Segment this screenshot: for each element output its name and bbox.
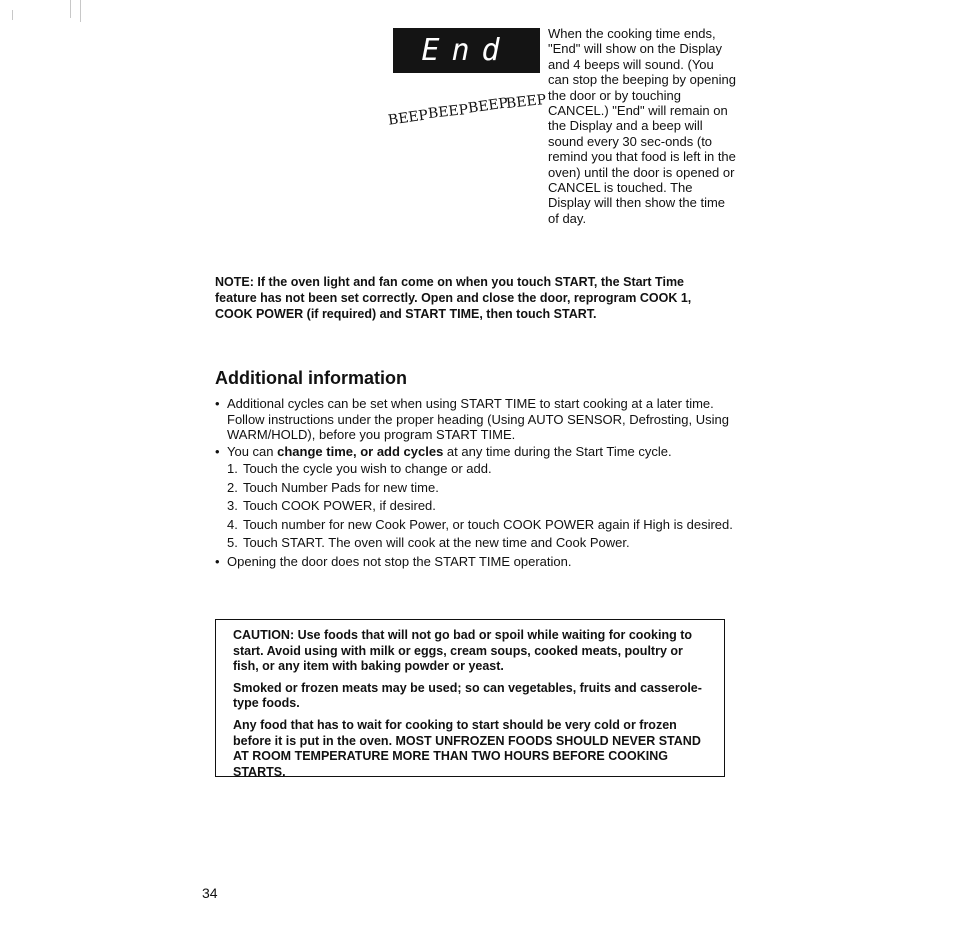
section-heading: Additional information — [215, 368, 407, 388]
step-number: 3. — [227, 498, 238, 513]
additional-info — [215, 396, 735, 570]
display-text: End — [421, 33, 512, 68]
beep-word: BEEP — [505, 91, 547, 113]
beep-word: BEEP — [427, 101, 469, 123]
bullet-text: You can — [227, 443, 278, 459]
step-number: 5. — [227, 535, 238, 550]
step-text: Touch COOK POWER, if desired. — [243, 498, 436, 513]
beep-word: BEEP — [467, 95, 510, 117]
oven-display — [393, 28, 540, 73]
scan-mark — [70, 0, 71, 18]
list-item — [215, 517, 735, 533]
scan-mark — [12, 10, 13, 20]
end-description: When the cooking time ends, "End" will show on the Display and 4 beeps will sound. (You can stop the beeping by opening the door or by touching CANCEL.) "End" will remain on the Display and a beep will sound every 30 sec-onds (to remind you that food is left in the oven) until the door is opened or CANCEL is touched. The Display will then show the time of day. — [548, 26, 736, 226]
caution-box — [215, 619, 725, 777]
scan-mark — [80, 0, 81, 22]
beep-word: BEEP — [387, 107, 430, 129]
bullet-bold-text: change time, or add cycles — [277, 443, 444, 459]
step-number: 2. — [227, 479, 238, 495]
caution-paragraph: Smoked or frozen meats may be used; so can vegetables, fruits and casserole-type foods. — [233, 680, 702, 711]
steps-list — [215, 461, 735, 551]
step-text: Touch the cycle you wish to change or add. — [243, 461, 492, 476]
bullet-item: • Opening the door does not stop the START TIME operation. — [215, 554, 735, 570]
list-item — [215, 535, 735, 551]
step-text: Touch Number Pads for new time. — [243, 479, 439, 495]
caution-paragraph: Any food that has to wait for cooking to start should be very cold or frozen before it is put in the oven. MOST UNFROZEN FOODS SHOULD NEVER STAND AT ROOM TEMPERATURE MORE THAN TWO HOURS BEFORE COOKING STARTS. — [233, 717, 701, 779]
step-text: Touch START. The oven will cook at the new time and Cook Power. — [243, 535, 630, 550]
bullet-item: • Additional cycles can be set when using START TIME to start cooking at a later time. Follow instructions under the proper heading (Using AUTO SENSOR, Defrosting, Using WARM/HOLD), before you program START TIME. — [215, 396, 735, 443]
step-number: 1. — [227, 461, 238, 476]
page-number: 34 — [202, 885, 218, 901]
list-item — [215, 461, 735, 477]
beep-illustration — [388, 92, 548, 142]
bullet-text: at any time during the Start Time cycle. — [443, 443, 672, 459]
list-item — [215, 498, 735, 514]
step-text: Touch number for new Cook Power, or touch COOK POWER again if High is desired. — [243, 516, 733, 532]
bullet-item — [215, 444, 735, 460]
list-item — [215, 480, 735, 496]
step-number: 4. — [227, 516, 238, 532]
note-paragraph: NOTE: If the oven light and fan come on when you touch START, the Start Time feature has not been set correctly. Open and close the door, reprogram COOK 1, COOK POWER (if required) and START TIME, then touch START. — [215, 275, 692, 321]
caution-paragraph: CAUTION: Use foods that will not go bad or spoil while waiting for cooking to start. Avoid using with milk or eggs, cream soups, cooked meats, poultry or fish, or any item with baking powder or yeast. — [233, 628, 693, 674]
